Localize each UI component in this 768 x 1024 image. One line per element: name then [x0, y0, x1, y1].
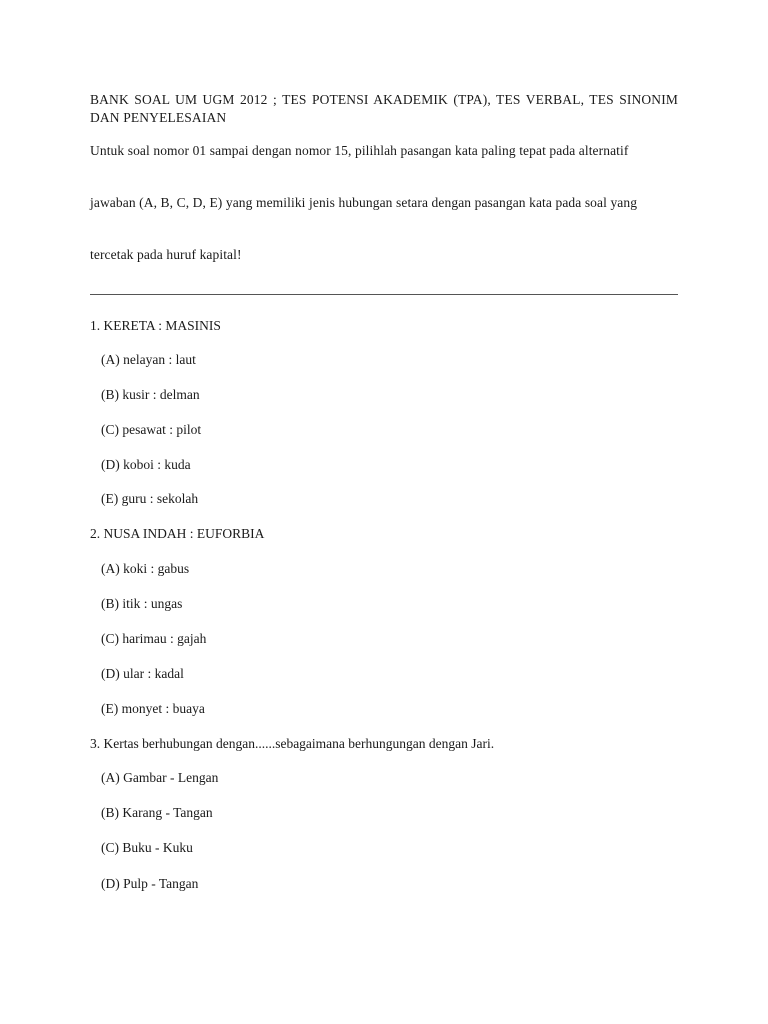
- question-3-option-c: (C) Buku - Kuku: [101, 840, 193, 855]
- question-1-option-c: (C) pesawat : pilot: [101, 422, 202, 437]
- question-1-option-b: (B) kusir : delman: [101, 387, 200, 402]
- question-2-option-c: (C) harimau : gajah: [101, 631, 207, 646]
- question-3: 3. Kertas berhubungan dengan......sebagaimana berhungungan dengan Jari.: [90, 736, 495, 751]
- instruction-paragraph-1: Untuk soal nomor 01 sampai dengan nomor 15, pilihlah pasangan kata paling tepat pada alternatif: [90, 143, 629, 158]
- question-1: 1. KERETA : MASINIS: [90, 318, 221, 333]
- instruction-paragraph-3: tercetak pada huruf kapital!: [90, 247, 242, 262]
- question-1-option-d: (D) koboi : kuda: [101, 457, 191, 472]
- question-1-option-e: (E) guru : sekolah: [101, 491, 199, 506]
- question-2-option-a: (A) koki : gabus: [101, 561, 190, 576]
- instruction-paragraph-2: jawaban (A, B, C, D, E) yang memiliki jenis hubungan setara dengan pasangan kata pada soal yang: [90, 195, 638, 210]
- question-3-option-d: (D) Pulp - Tangan: [101, 876, 199, 891]
- question-2: 2. NUSA INDAH : EUFORBIA: [90, 526, 265, 541]
- document-title: BANK SOAL UM UGM 2012 ; TES POTENSI AKADEMIK (TPA), TES VERBAL, TES SINONIM DAN PENYELESAIAN: [90, 92, 678, 125]
- question-1-option-a: (A) nelayan : laut: [101, 352, 196, 367]
- question-3-option-b: (B) Karang - Tangan: [101, 805, 213, 820]
- question-2-option-b: (B) itik : ungas: [101, 596, 183, 611]
- horizontal-divider: [90, 294, 678, 295]
- question-2-option-d: (D) ular : kadal: [101, 666, 184, 681]
- question-3-option-a: (A) Gambar - Lengan: [101, 770, 219, 785]
- question-2-option-e: (E) monyet : buaya: [101, 701, 205, 716]
